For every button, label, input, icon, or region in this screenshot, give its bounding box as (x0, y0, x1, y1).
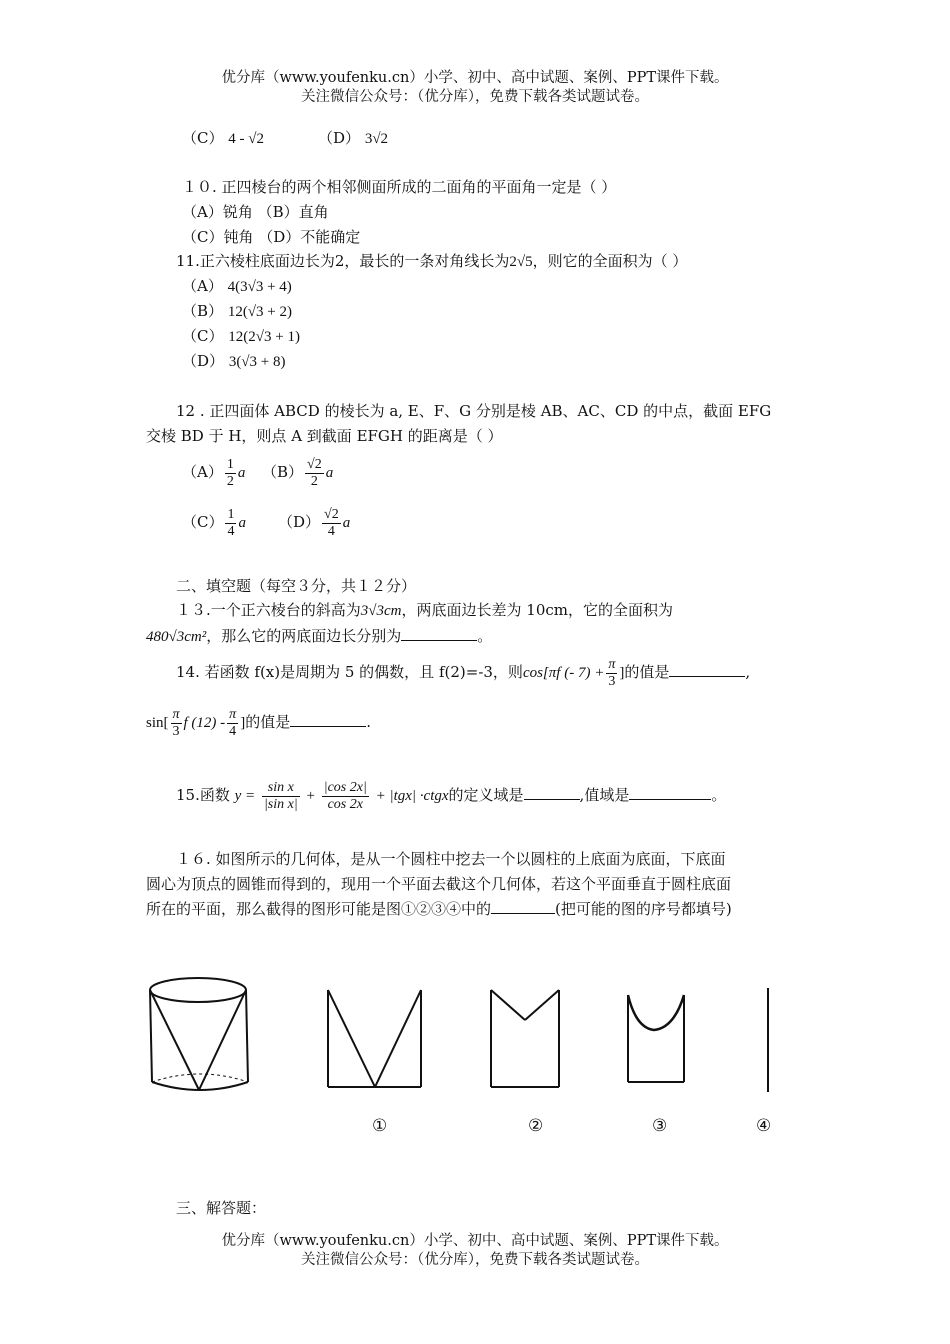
header-line-1: 优分库（www.youfenku.cn）小学、初中、高中试题、案例、PPT课件下载。 (221, 70, 729, 86)
q14-answer-blank-2[interactable] (290, 712, 366, 727)
q16-answer-blank[interactable] (491, 899, 555, 914)
q10-stem: １０. 正四棱台的两个相邻侧面所成的二面角的平面角一定是（ ） (182, 178, 617, 196)
figure-1 (328, 990, 421, 1087)
q10-options-row-2: （C）钝角 （D）不能确定 (182, 228, 361, 246)
q9-option-d: （D） 3√2 (318, 129, 389, 147)
q16-line-2: 圆心为顶点的圆锥而得到的，现用一个平面去截这个几何体，若这个平面垂直于圆柱底面 (146, 875, 732, 893)
figure-2 (491, 990, 559, 1087)
figure-label-3: ③ (652, 1116, 668, 1136)
q14-line-1: 14. 若函数 f(x)是周期为 5 的偶数，且 f(2)=-3，则cos[πf (- 7) + $\frac{\pi}{3}$ ]的值是 , (176, 656, 751, 689)
q12-line-2: 交棱 BD 于 H，则点 A 到截面 EFGH 的距离是（ ） (146, 427, 503, 445)
header-line-2: 关注微信公众号：（优分库），免费下载各类试题试卷。 (301, 89, 649, 105)
q12-option-d: （D） $\frac{√2}{4}$ a (278, 506, 351, 539)
figure-label-1: ① (372, 1116, 388, 1136)
q11-stem: 11.正六棱柱底面边长为2，最长的一条对角线长为2√5，则它的全面积为（ ） (176, 252, 688, 270)
figure-3 (628, 995, 684, 1082)
q16-line-3: 所在的平面，那么截得的图形可能是图①②③④中的 (把可能的图的序号都填号) (146, 900, 732, 918)
q15-range-blank[interactable] (629, 785, 711, 800)
q13-line-1: １３.一个正六棱台的斜高为3√3cm，两底面边长差为 10cm，它的全面积为 (176, 601, 673, 619)
figure-label-2: ② (528, 1116, 544, 1136)
q16-line-1: １６. 如图所示的几何体，是从一个圆柱中挖去一个以圆柱的上底面为底面，下底面 (176, 850, 726, 868)
q14-line-2: sin[ $\frac{\pi}{3}$ f (12) - $\frac{\pi}{4}$ ]的值是 . (146, 706, 371, 739)
q9-option-c: （C） 4 - √2 (182, 129, 264, 147)
q12-line-1: 12 . 正四面体 ABCD 的棱长为 a, E、F、G 分别是棱 AB、AC、CD 的中点，截面 EFG (176, 402, 772, 420)
q13-line-2: 480√3cm²，那么它的两底面边长分别为 。 (146, 627, 493, 645)
q11-option-b: （B） 12(√3 + 2) (182, 302, 292, 320)
q15-line: 15.函数 y = $\frac{\text{sin x}}{\text{|sin x|}}$ + $\frac{|\cos 2x|}{\cos 2x}$ + |tgx| ·ctgx的定义域是 ,值域是 。 (176, 779, 727, 812)
q12-option-b: （B） $\frac{√2}{2}$ a (262, 456, 334, 489)
solid-figure (150, 978, 248, 1090)
q11-option-d: （D） 3(√3 + 8) (182, 352, 286, 370)
q12-option-a: （A） $\frac{1}{2}$ a (182, 456, 246, 489)
q11-option-a: （A） 4(3√3 + 4) (182, 277, 292, 295)
footer-line-2: 关注微信公众号：（优分库），免费下载各类试题试卷。 (301, 1252, 649, 1268)
footer-line-1: 优分库（www.youfenku.cn）小学、初中、高中试题、案例、PPT课件下载。 (221, 1233, 729, 1249)
q10-options-row-1: （A）锐角 （B）直角 (182, 203, 329, 221)
q15-domain-blank[interactable] (524, 785, 580, 800)
section-2-title: 二、填空题（每空３分，共１２分） (176, 577, 417, 595)
q16-figures (140, 970, 790, 1100)
figure-label-4: ④ (756, 1116, 772, 1136)
q11-option-c: （C） 12(2√3 + 1) (182, 327, 300, 345)
section-3-title: 三、解答题： (176, 1199, 267, 1217)
q13-answer-blank[interactable] (401, 626, 477, 641)
q14-answer-blank-1[interactable] (669, 662, 745, 677)
q12-option-c: （C） $\frac{1}{4}$ a (182, 506, 246, 539)
